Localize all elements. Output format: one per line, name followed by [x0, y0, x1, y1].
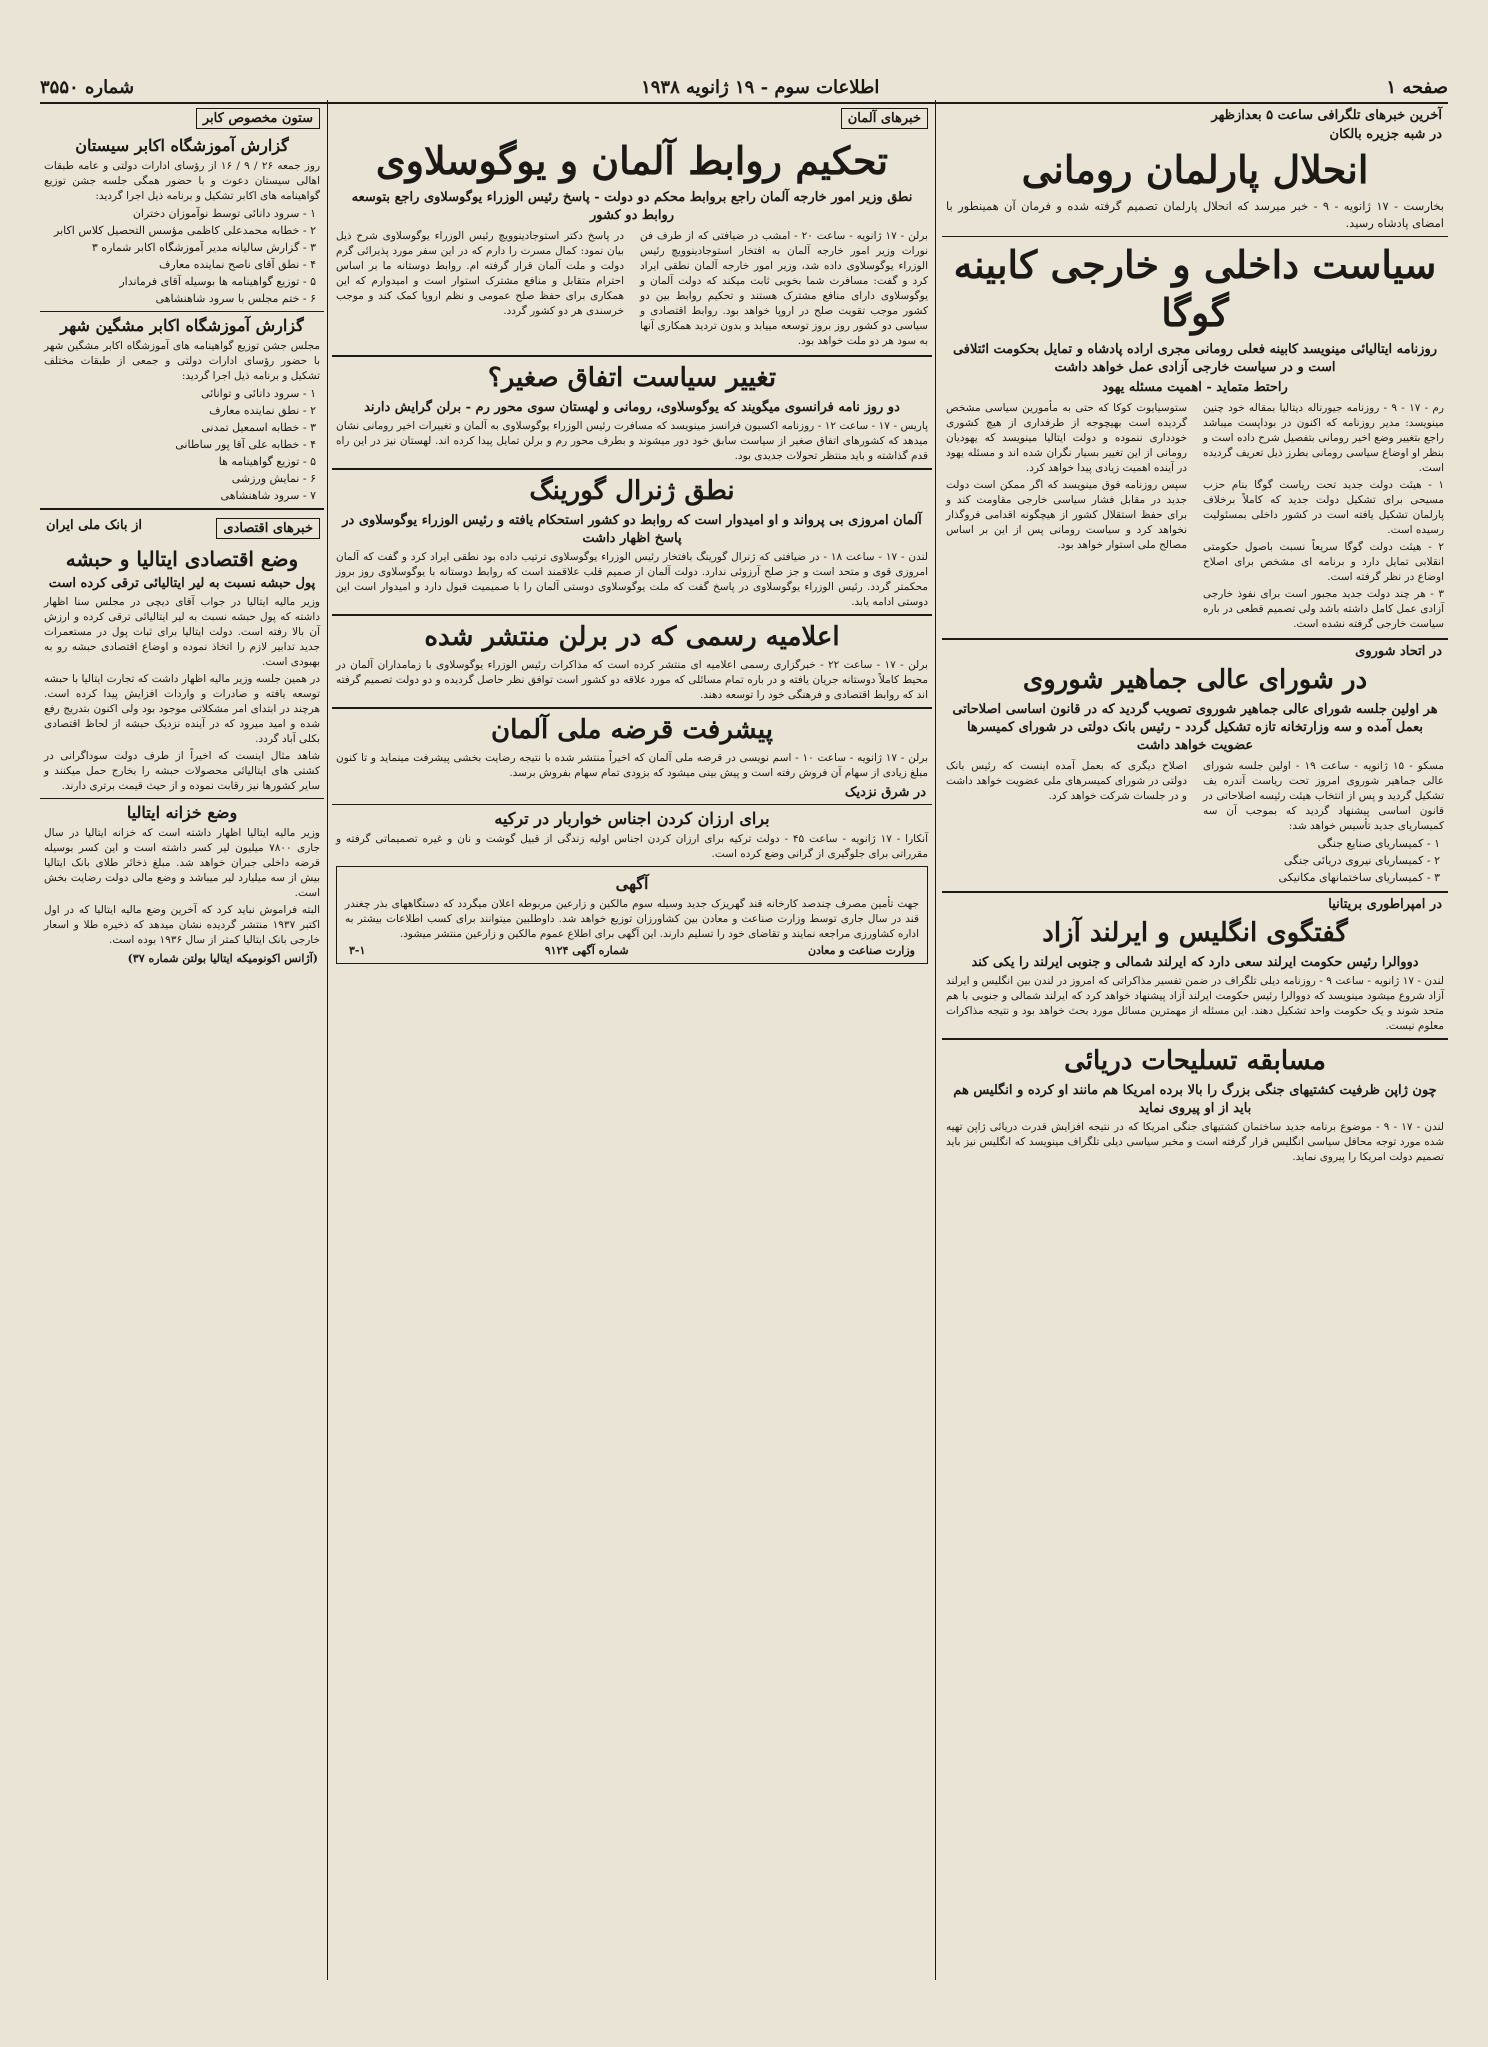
headline-soviet: در شورای عالی جماهیر شوروی	[1022, 665, 1368, 695]
subhead-italy-ethiopia: پول حبشه نسبت به لیر ایتالیائی ترقی کرده است	[48, 576, 316, 591]
meshgin-list-item: ۱ - سرود دانائی و توانائی	[201, 387, 316, 400]
article-soviet-2: اصلاح دیگری که بعمل آمده اینست که رئیس بانک دولتی در شورای کمیسرهای ملی عضویت خواهد داشت و در جلسات شرکت خواهد کرد.	[946, 760, 1187, 802]
headline-goering: نطق ژنرال گورینگ	[529, 476, 735, 506]
headline-ireland: گفتگوی انگلیس و ایرلند آزاد	[1042, 918, 1348, 948]
left-column	[40, 104, 324, 2004]
article-italy-treasury-2: البته فراموش نباید کرد که آخرین وضع مالیه ایتالیا که در اول اکتبر ۱۹۳۷ منتشر گردیده نشان میدهد که ذخیره طلا و اسعار خارجی بانک ایتالیا کمتر از سال ۱۹۳۶ بوده است.	[44, 904, 320, 946]
headline-germany-yugoslavia: تحکیم روابط آلمان و یوگوسلاوی	[375, 138, 889, 183]
flash-subkicker: در شبه جزیره بالکان	[1329, 127, 1442, 142]
issue-number: شماره ۳۵۵۰	[40, 76, 135, 98]
headline-berlin-communique: اعلامیه رسمی که در برلن منتشر شده	[424, 622, 840, 652]
treasury-source: (آژانس اکونومیکه ایتالیا بولتن شماره ۳۷)	[127, 952, 318, 965]
subhead-goga-cabinet: روزنامه ایتالیائی مینویسد کابینه فعلی رومانی مجری اراده پادشاه و تمایل بحکومت ائتلافی است و در سیاست خارجی آزادی عمل خواهد داشت	[952, 342, 1438, 375]
article-little-entente: پاریس - ۱۷ - ساعت ۱۲ - روزنامه اکسیون فرانسز مینویسد که مسافرت رئیس الوزراء یوگوسلاوی به آلمان و تغییرات اخیر رومانی نشان میدهد که کشورهای اتفاق صغیر از سیاست سابق خود دور میشوند و بطرف محور رم و برلن تمایل پیدا کرده اند. لهستان نیز در این راه قدم گذاشته و باید منتظر تحولات جدیدی بود.	[336, 420, 928, 462]
adult-ed-kicker: ستون مخصوص کابر	[196, 108, 320, 129]
column-divider	[327, 100, 328, 1980]
article-italy-ethiopia-2: در همین جلسه وزیر مالیه اظهار داشت که تجارت ایتالیا با حبشه توسعه یافته و صادرات و واردات افزایش پیدا کرده است. هرچند در ابتدای امر مشکلاتی موجود بود ولی اکنون بتدریج رفع شده و امید میرود که در آینده نزدیک حبشه از لحاظ اقتصادی بکلی آباد گردد.	[44, 673, 320, 745]
sistan-list-item: ۱ - سرود دانائی توسط نوآموزان دختران	[132, 207, 316, 220]
headline-italy-ethiopia: وضع اقتصادی ایتالیا و حبشه	[65, 547, 299, 571]
article-goering: لندن - ۱۷ - ساعت ۱۸ - در ضیافتی که ژنرال گورینگ بافتخار رئیس الوزراء یوگوسلاوی ترتیب داده بود نطقی ایراد کرد و گفت که آلمان امروزی قوی و متحد است و جز صلح آرزوئی ندارد. دولت آلمان از صمیم قلب علاقمند است که روابط دوستانه با یوگوسلاوی روز بروز محکمتر گردد. رئیس الوزراء یوگوسلاوی در پاسخ گفت که ملت یوگوسلاوی دوستی آلمان را با صمیمیت قبول دارد و امیدوار است این دوستی ادامه یابد.	[336, 551, 928, 608]
article-naval: لندن - ۱۷ - ۹ - موضوع برنامه جدید ساختمان کشتیهای جنگی امریکا که در نتیجه افزایش قدرت دریائی ژاپن تهیه شده مورد توجه محافل سیاسی انگلیس قرار گرفته است و مخبر سیاسی دیلی تلگراف مینویسد که انگلیس نیز باید تصمیم دولت امریکا را پیروی نماید.	[946, 1121, 1444, 1163]
article-turkey: آنکارا - ۱۷ ژانویه - ساعت ۴۵ - دولت ترکیه برای ارزان کردن اجناس اولیه زندگی از قبیل گوشت و نان و غیره تصمیماتی گرفته و مقرراتی برای جلوگیری از گرانی وضع کرده است.	[336, 833, 928, 860]
goga-point-3: ۳ - هر چند دولت جدید مجبور است برای نفوذ خارجی آزادی عمل کامل داشته باشد ولی تصمیم قطعی در باره سیاست خارجی گرفته نشده است.	[1203, 588, 1444, 630]
subhead-goering: آلمان امروزی بی پرواند و او امیدوار است که روابط دو کشور استحکام یافته و رئیس الوزراء یوگوسلاوی در پاسخ اظهار داشت	[342, 513, 922, 546]
article-meshginshahr: مجلس جشن توزیع گواهینامه های آموزشگاه اکابر مشگین شهر با حضور رؤسای ادارات دولتی و جمعی از طبقات مختلف تشکیل و برنامه ذیل اجرا گردید:	[44, 340, 320, 382]
article-sistan: روز جمعه ۲۶ / ۹ / ۱۶ از رؤسای ادارات دولتی و عامه طبقات اهالی سیستان دعوت و با حضور همگی جلسه جشن توزیع گواهینامه های اکابر تشکیل و برنامه ذیل اجرا گردید:	[44, 160, 321, 202]
headline-naval: مسابقه تسلیحات دریائی	[1064, 1046, 1326, 1076]
article-berlin-communique: برلن - ۱۷ - ساعت ۲۲ - خبرگزاری رسمی اعلامیه ای منتشر کرده است که مذاکرات رئیس الوزراء یوگوسلاوی با زمامداران آلمان در محیط کاملاً دوستانه جریان یافته و در باره تمام مسائلی که مورد علاقه دو کشور است توافق نظر حاصل گردیده و دو دولت تصمیم گرفته اند که روابط اقتصادی و فرهنگی خود را توسعه دهند.	[336, 659, 928, 701]
meshgin-list-item: ۵ - توزیع گواهینامه ها	[218, 455, 316, 468]
meshgin-list-item: ۷ - سرود شاهنشاهی	[220, 489, 316, 502]
article-italy-ethiopia: وزیر مالیه ایتالیا در جواب آقای دیچی در مجلس سنا اظهار داشته که پول حبشه نسبت به لیر ایتالیائی ترقی کرده و ارزش آن بالا رفته است. دولت ایتالیا برای ثبات پول در مستعمرات جدید تدابیر لازم را اتخاذ نموده و اوضاع اقتصادی حبشه رو به بهبودی است.	[44, 596, 320, 668]
subhead-soviet: هر اولین جلسه شورای عالی جماهیر شوروی تصویب گردید که در قانون اساسی اصلاحاتی بعمل آمده و سه وزارتخانه تازه تشکیل گردد - رئیس بانک دولتی در شورای کمیسرها عضویت خواهد داشت	[952, 702, 1438, 753]
notice-box	[336, 866, 928, 964]
page-header	[40, 72, 1448, 104]
germany-kicker: خبرهای آلمان	[841, 108, 928, 129]
article-soviet: مسکو - ۱۵ ژانویه - ساعت ۱۹ - اولین جلسه شورای عالی جماهیر شوروی امروز تحت ریاست آندره یف تشکیل گردید و پس از انتخاب هیئت رئیسه اصلاحاتی در قانون اساسی پیشنهاد گردید که بموجب آن سه کمیساریای جدید تأسیس خواهد شد:	[1203, 760, 1445, 832]
right-column	[942, 104, 1448, 2004]
page-number: صفحه ۱	[1386, 76, 1448, 98]
notice-footer-right: وزارت صناعت و معادن	[807, 944, 915, 957]
article-germany-yugoslavia-2: در پاسخ دکتر استوجادینوویچ رئیس الوزراء یوگوسلاوی شرح ذیل بیان نمود: کمال مسرت را دارم که در این سفر مورد پذیرائی گرم دولت و ملت آلمان قرار گرفته ام. روابط دوستانه ما بر اساس احترام متقابل و منافع مشترک استوار است و امیدوارم که این همکاری برای حفظ صلح عمومی و نظم اروپا کمک کند و موجب خرسندی هر دو کشور گردد.	[336, 230, 624, 317]
meshgin-list-item: ۳ - خطابه اسمعیل تمدنی	[201, 421, 316, 434]
soviet-list-item: ۱ - کمیساریای صنایع جنگی	[1317, 837, 1440, 850]
sistan-list-item: ۲ - خطابه محمدعلی کاظمی مؤسس التحصیل کلاس اکابر	[54, 224, 316, 237]
headline-romania-parliament: انحلال پارلمان رومانی	[1021, 147, 1369, 192]
headline-german-loan: پیشرفت قرضه ملی آلمان	[491, 715, 773, 745]
notice-footer-left: ۳-۱	[349, 944, 366, 957]
soviet-kicker: در اتحاد شوروی	[1355, 644, 1442, 659]
article-goga-cabinet: رم - ۱۷ - ۹ - روزنامه جیورناله دیتالیا بمقاله خود چنین مینویسد: مدیر روزنامه که اکنون در بوداپست میباشد راجع بتغییر وضع اخیر رومانی بتفصیل شرح داده است و بنظر او اوضاع سیاسی رومانی بطرز ذیل تعریف گردیده است.	[1203, 402, 1444, 474]
econ-kicker-2: از بانک ملی ایران	[46, 518, 142, 533]
headline-turkey: برای ارزان کردن اجناس خواربار در ترکیه	[494, 809, 770, 828]
notice-title: آگهی	[615, 874, 649, 893]
headline-italy-treasury: وضع خزانه ایتالیا	[126, 803, 238, 822]
headline-sistan: گزارش آموزشگاه اکابر سیستان	[75, 136, 289, 155]
meshgin-list-item: ۶ - نمایش ورزشی	[231, 472, 316, 485]
notice-footer-mid: شماره آگهی ۹۱۲۴	[544, 944, 629, 957]
article-goga-cabinet-3: سپس روزنامه فوق مینویسد که اگر ممکن است دولت جدید در مقابل فشار سیاسی خارجی مقاومت کند و برای حفظ استقلال کشور از هیچگونه اقدامی فروگذار نخواهد کرد و سیاست رومانی پس از این بر اساس مصالح ملی استوار خواهد بود.	[946, 479, 1187, 551]
meshgin-list-item: ۲ - نطق نماینده معارف	[209, 404, 316, 417]
article-germany-yugoslavia: برلن - ۱۷ ژانویه - ساعت ۲۰ - امشب در ضیافتی که از طرف فن نورات وزیر امور خارجه آلمان به افتخار استوجادینوویچ رئیس الوزراء یوگوسلاوی داده شد، وزیر امور خارجه آلمان نطقی ایراد کرد و گفت: مسافرت شما بخوبی ثابت میکند که دولت آلمان و یوگوسلاوی دارای منافع مشترک هستند و تحکیم روابط بین دو کشور موجب تقویت صلح در اروپا خواهد بود. روابط اقتصادی و سیاسی دو کشور روز بروز توسعه مییابد و بدون تردید همکاری آنها به سود هر دو ملت خواهد بود.	[640, 230, 928, 347]
subhead-germany-yugoslavia: نطق وزیر امور خارجه آلمان راجع بروابط محکم دو دولت - پاسخ رئیس الوزراء یوگوسلاوی راجع بتوسعه روابط دو کشور	[351, 190, 913, 223]
sistan-list-item: ۳ - گزارش سالیانه مدیر آموزشگاه اکابر شماره ۳	[91, 241, 316, 254]
goga-point-1: ۱ - هیئت دولت جدید تحت ریاست گوگا بنام حزب مسیحی برای تشکیل دولت جدید که کاملاً برخلاف پارلمان تشکیل یافته است در کشور داخلی بمسئولیت رسیده است.	[1203, 479, 1444, 536]
sistan-list-item: ۴ - نطق آقای ناصح نماینده معارف	[159, 258, 316, 271]
middle-column	[332, 104, 932, 2004]
column-divider	[935, 100, 936, 1980]
soviet-list-item: ۳ - کمیساریای ساختمانهای مکانیکی	[1278, 871, 1440, 884]
goga-point-2: ۲ - هیئت دولت گوگا سریعاً نسبت باصول حکومتی انقلابی تمایل دارد و برنامه ای مشخص برای اصلاح اوضاع در نظر گرفته است.	[1203, 541, 1444, 583]
subhead-ireland: دووالرا رئیس حکومت ایرلند سعی دارد که ایرلند شمالی و جنوبی ایرلند را یکی کند	[971, 955, 1419, 970]
meshgin-list-item: ۴ - خطابه علی آقا پور ساطانی	[175, 438, 316, 451]
article-german-loan: برلن - ۱۷ ژانویه - ساعت ۱۰ - اسم نویسی در قرضه ملی آلمان که اخیراً منتشر شده با نتیجه رضایت بخشی پیشرفت مینماید و تا کنون مبلغ زیادی از سهام آن فروش رفته است و پیش بینی میشود که بزودی تمام سهام بفروش برسد.	[336, 752, 928, 779]
headline-goga-cabinet: سیاست داخلی و خارجی کابینه گوگا	[953, 242, 1437, 335]
subhead-little-entente: دو روز نامه فرانسوی میگویند که یوگوسلاوی، رومانی و لهستان سوی محور رم - برلن گرایش دارند	[364, 400, 900, 415]
ireland-kicker: در امپراطوری بریتانیا	[1328, 897, 1442, 912]
headline-little-entente: تغییر سیاست اتفاق صغیر؟	[487, 363, 777, 393]
article-italy-treasury: وزیر مالیه ایتالیا اظهار داشته است که خزانه ایتالیا در سال جاری ۷۸۰۰ میلیون لیر کسر داشته است و این کسر بوسیله قرضه داخلی جبران خواهد شد. مبلغ ذخائر طلای بانک ایتالیا بیش از سه میلیارد لیر میباشد و وضع مالی دولت رضایت بخش است.	[44, 827, 320, 899]
subhead-naval: چون ژاپن ظرفیت کشتیهای جنگی بزرگ را بالا برده امریکا هم مانند او کرده و انگلیس هم باید از او پیروی نماید	[953, 1083, 1437, 1116]
notice-text: جهت تأمین مصرف چندصد کارخانه قند گهریزک جدید وسیله سوم مالکین و زارعین مربوطه اعلان میگردد که دستگاههای بذر چغندر قند در سال جاری توسط وزارت صناعت و معادن بین کشاورزان توزیع خواهد شد. داوطلبین میتوانند برای کسب اطلاعات بیشتر به اداره کشاورزی مراجعه نمایند و تقاضای خود را تسلیم دارند. این آگهی برای اطلاع عموم مالکین و زارعین منتشر میشود.	[345, 898, 919, 940]
sistan-list-item: ۶ - ختم مجلس با سرود شاهنشاهی	[155, 292, 316, 305]
sistan-list-item: ۵ - توزیع گواهینامه ها بوسیله آقای فرماندار	[119, 275, 316, 288]
headline-meshginshahr: گزارش آموزشگاه اکابر مشگین شهر	[60, 316, 304, 335]
flash-kicker: آخرین خبرهای تلگرافی ساعت ۵ بعدازظهر	[1211, 108, 1442, 123]
article-ireland: لندن - ۱۷ ژانویه - ساعت ۹ - روزنامه دیلی تلگراف در ضمن تفسیر مذاکراتی که امروز در لندن بین انگلیس و ایرلند آزاد شروع میشود مینویسد که دووالرا رئیس حکومت ایرلند آزاد پیشنهاد خواهد کرد که ایرلند شمالی و جنوبی با هم متحد شوند و یک حکومت واحد تشکیل دهند. این مسئله از مهمترین مسائل مورد بحث خواهد بود و نتیجه مذاکرات معلوم نیست.	[946, 975, 1444, 1032]
subhead-goga-cabinet-2: راحتط متماید - اهمیت مسئله یهود	[1102, 380, 1288, 395]
article-romania-parliament: بخارست - ۱۷ ژانویه - ۹ - خبر میرسد که انحلال پارلمان تصمیم گرفته شده و فرمان آن همینطور با امضای پادشاه رسید.	[946, 199, 1444, 230]
soviet-list-item: ۲ - کمیساریای نیروی دریائی جنگی	[1283, 854, 1440, 867]
econ-kicker: خبرهای اقتصادی	[216, 518, 320, 539]
near-east-kicker: در شرق نزدیک	[844, 785, 926, 800]
article-italy-ethiopia-3: شاهد مثال اینست که اخیراً از طرف دولت سوداگرانی در کشتی های ایتالیائی محصولات حبشه را بخارج حمل میکنند و سایر کشورها نیز رقابت نموده و از حیث قیمت برتری دارند.	[44, 750, 320, 792]
dateline: اطلاعات سوم - ۱۹ ژانویه ۱۹۳۸	[641, 76, 880, 98]
article-goga-cabinet-2: ستوسیایوت کوکا که حتی به مأمورین سیاسی مشخص گردیده است بهیچوجه از طرفداری از هیچ کشوری خودداری ننموده و دولت ایتالیا مینویسد که یهودیان رومانی از این تغییر بسیار نگران شده اند و مسئله یهود در آینده اهمیت زیادی پیدا خواهد کرد.	[946, 402, 1187, 474]
